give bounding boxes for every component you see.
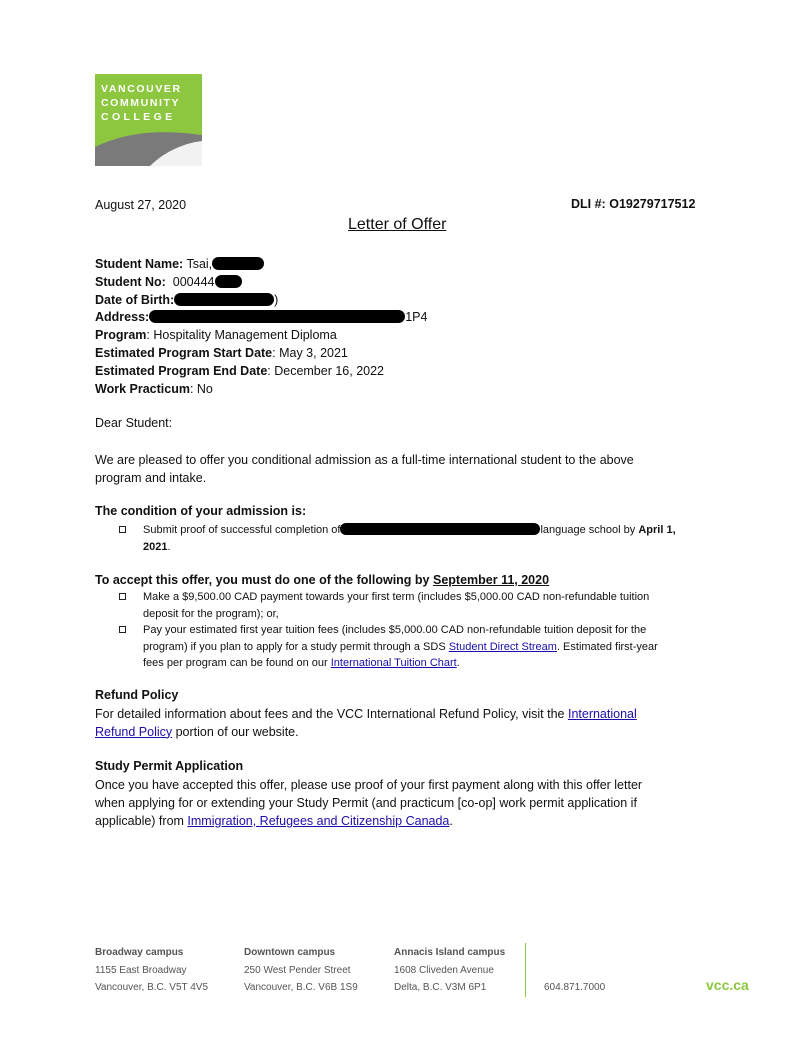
logo-text-line2: COMMUNITY	[101, 97, 181, 109]
accept-heading-text: To accept this offer, you must do one of the following by	[95, 573, 430, 587]
student-direct-stream-link[interactable]: Student Direct Stream	[448, 640, 557, 653]
condition-text-b: language school by	[540, 524, 636, 536]
student-name-label: Student Name:	[95, 257, 184, 271]
redaction-student-no	[215, 275, 242, 288]
footer-website[interactable]: vcc.ca	[706, 977, 749, 993]
condition-item	[143, 522, 718, 556]
end-date-value: : December 16, 2022	[267, 363, 385, 378]
footer-campus-broadway	[95, 944, 208, 997]
student-info	[95, 256, 427, 398]
condition-deadline-year: 2021	[143, 541, 168, 553]
option-text: program) if you plan to apply for a study permit through a SDS	[143, 640, 446, 653]
permit-text: applicable) from	[95, 814, 184, 828]
logo-wave-graphic	[95, 131, 202, 166]
footer-campus-annacis	[394, 944, 505, 997]
condition-text-a: Submit proof of successful completion of	[143, 524, 341, 536]
redaction-school	[340, 523, 540, 535]
option-text: . Estimated first-year	[556, 640, 658, 653]
refund-text: portion of our website.	[175, 724, 299, 739]
footer-campus-downtown	[244, 944, 358, 997]
student-no-row	[95, 274, 427, 292]
logo-text-line3: COLLEGE	[101, 111, 176, 123]
program-value: : Hospitality Management Diploma	[146, 328, 337, 343]
dob-row	[95, 292, 427, 310]
footer-phone: 604.871.7000	[544, 982, 606, 993]
bullet-icon	[119, 526, 126, 533]
end-date-row	[95, 363, 427, 381]
accept-option-2	[143, 622, 743, 672]
permit-text: .	[449, 814, 453, 828]
condition-heading: The condition of your admission is:	[95, 504, 307, 518]
refund-paragraph	[95, 706, 715, 741]
campus-name: Downtown campus	[244, 947, 336, 958]
option-line: Pay your estimated first year tuition fees (includes $5,000.00 CAD non-refundable tuition deposit for the	[143, 624, 647, 636]
campus-name: Annacis Island campus	[394, 947, 506, 958]
condition-period: .	[167, 541, 171, 553]
option-line: Make a $9,500.00 CAD payment towards your first term (includes $5,000.00 CAD non-refundable tuition	[143, 591, 650, 603]
intro-line: program and intake.	[95, 471, 207, 485]
campus-address: 250 West Pender Street	[244, 964, 351, 976]
work-practicum-label: Work Practicum	[95, 381, 190, 396]
refund-line	[95, 706, 715, 724]
refund-policy-link-part1[interactable]: International	[567, 707, 637, 721]
letter-date: August 27, 2020	[95, 198, 187, 212]
intro-line: We are pleased to offer you conditional admission as a full-time international student to the above	[95, 453, 634, 467]
letter-title: Letter of Offer	[348, 216, 447, 233]
vcc-logo	[95, 74, 202, 166]
student-no-value: 000444	[172, 274, 215, 289]
ircc-link[interactable]: Immigration, Refugees and Citizenship Canada	[187, 814, 450, 828]
accept-deadline: September 11, 2020	[432, 573, 550, 587]
logo-grey-band	[95, 131, 202, 166]
accept-heading	[95, 573, 549, 587]
student-name-value: Tsai,	[186, 257, 213, 271]
redaction-address	[149, 310, 405, 323]
footer-divider	[525, 943, 526, 997]
logo-text-line1: VANCOUVER	[101, 83, 182, 95]
refund-policy-link-part2[interactable]: Refund Policy	[95, 724, 173, 739]
start-date-row	[95, 345, 427, 363]
address-row	[95, 309, 427, 327]
greeting: Dear Student:	[95, 416, 173, 430]
student-name-row	[95, 256, 427, 274]
redaction-name	[212, 257, 264, 270]
campus-address: Vancouver, B.C. V6B 1S9	[244, 982, 358, 993]
redaction-dob	[174, 293, 274, 306]
dli-value: O19279717512	[609, 197, 696, 211]
work-practicum-row	[95, 381, 427, 399]
intro-paragraph	[95, 451, 634, 487]
end-date-label: Estimated Program End Date	[95, 363, 268, 378]
start-date-value: : May 3, 2021	[272, 345, 348, 360]
address-value: 1P4	[405, 310, 428, 325]
start-date-label: Estimated Program Start Date	[95, 345, 273, 360]
option-line: deposit for the program); or,	[143, 607, 279, 620]
option-line	[143, 655, 743, 672]
permit-paragraph	[95, 776, 715, 830]
accept-option-1	[143, 589, 743, 622]
work-practicum-value: : No	[189, 381, 213, 396]
dli-number	[571, 197, 695, 211]
program-row	[95, 327, 427, 345]
campus-address: Vancouver, B.C. V5T 4V5	[95, 982, 209, 993]
campus-address: 1155 East Broadway	[95, 964, 187, 976]
address-label: Address:	[95, 310, 150, 325]
permit-line	[95, 812, 715, 830]
permit-line: when applying for or extending your Study Permit (and practicum [co-op] work permit application if	[95, 796, 637, 810]
option-text: .	[456, 657, 460, 669]
bullet-icon	[119, 593, 126, 600]
option-text: fees per program can be found on our	[143, 657, 328, 669]
permit-heading: Study Permit Application	[95, 759, 244, 773]
program-label: Program	[95, 328, 147, 343]
dob-value: )	[274, 292, 279, 307]
option-line	[143, 639, 743, 656]
condition-deadline: April 1,	[638, 524, 676, 536]
campus-name: Broadway campus	[95, 947, 184, 958]
refund-heading: Refund Policy	[95, 688, 179, 702]
refund-text: For detailed information about fees and the VCC International Refund Policy, visit the	[95, 707, 565, 721]
dob-label: Date of Birth:	[95, 292, 175, 307]
tuition-chart-link[interactable]: International Tuition Chart	[330, 657, 457, 669]
permit-line: Once you have accepted this offer, please use proof of your first payment along with this offer letter	[95, 778, 643, 792]
bullet-icon	[119, 626, 126, 633]
campus-address: Delta, B.C. V3M 6P1	[394, 982, 487, 993]
dli-label: DLI #:	[571, 197, 606, 211]
refund-line	[95, 724, 715, 742]
campus-address: 1608 Cliveden Avenue	[394, 964, 494, 976]
student-no-label: Student No:	[95, 274, 166, 289]
